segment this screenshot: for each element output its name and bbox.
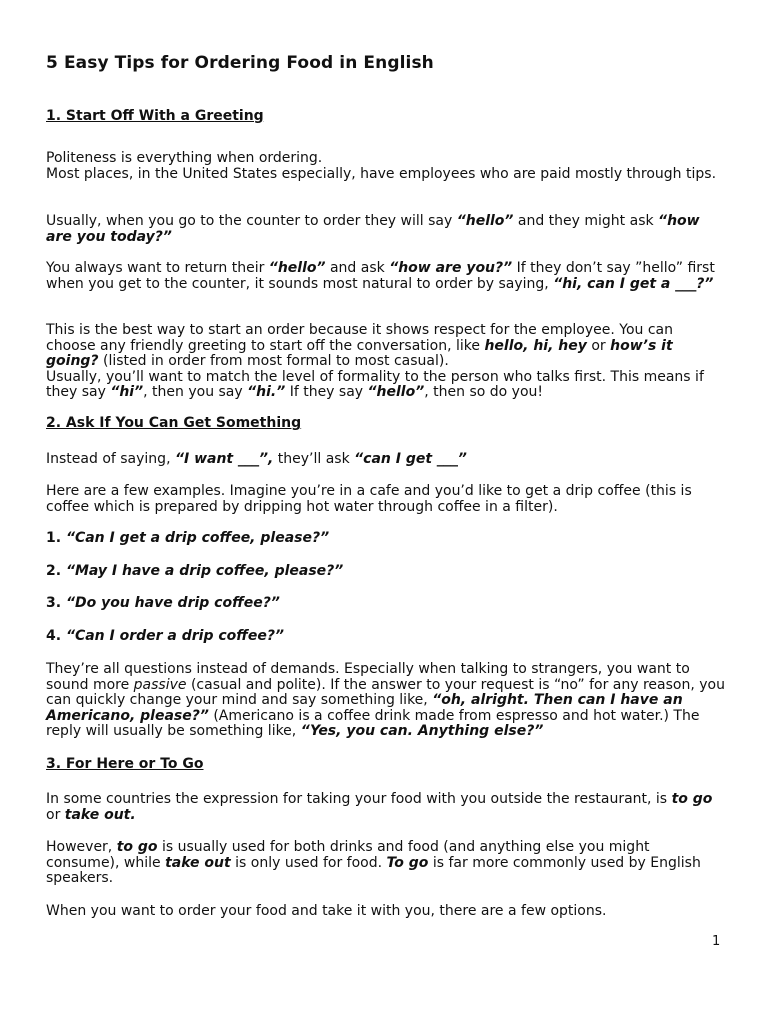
- text: Instead of saying,: [46, 451, 175, 467]
- section-1-paragraph-3: [46, 261, 726, 292]
- text: However,: [46, 839, 117, 855]
- emphasis: take out.: [64, 806, 136, 823]
- emphasis: hello, hi, hey: [484, 337, 587, 354]
- section-2-paragraph-1: [46, 452, 726, 468]
- section-2-heading: 2. Ask If You Can Get Something: [46, 415, 302, 431]
- example-text: “May I have a drip coffee, please?”: [65, 563, 344, 579]
- example-4: [46, 629, 726, 645]
- text: (casual and polite). If the answer to your request is “no” for any reason, you can quickly change your mind and say something like,: [46, 676, 725, 708]
- text: If they say: [285, 384, 368, 400]
- text: they’ll ask: [273, 451, 355, 467]
- emphasis: how’s it going?: [46, 337, 673, 369]
- text: In some countries the expression for taking your food with you outside the restaurant, is: [46, 791, 672, 807]
- emphasis: “hello”: [268, 260, 326, 276]
- text: or: [586, 337, 611, 354]
- page-number: 1: [712, 934, 721, 949]
- example-text: “Can I get a drip coffee, please?”: [65, 530, 330, 546]
- document-title: 5 Easy Tips for Ordering Food in English: [46, 53, 434, 73]
- example-number: 2.: [46, 563, 66, 579]
- section-1-paragraph-1: [46, 151, 726, 182]
- emphasis: “hello”: [367, 384, 425, 400]
- text: You always want to return their: [46, 260, 269, 276]
- section-3-heading: 3. For Here or To Go: [46, 756, 204, 772]
- emphasis: “Yes, you can. Anything else?”: [300, 723, 544, 739]
- example-number: 4.: [46, 628, 66, 644]
- text: (Americano is a coffee drink made from espresso and hot water.) The reply will usually be something like,: [46, 707, 700, 739]
- example-number: 3.: [46, 595, 66, 611]
- text: Usually, when you go to the counter to order they will say: [46, 213, 457, 229]
- text: They’re all questions instead of demands. Especially when talking to strangers, you want to sound more: [46, 661, 690, 693]
- section-1-paragraph-2: [46, 214, 726, 245]
- section-2-paragraph-3: [46, 662, 726, 740]
- emphasis: “how are you today?”: [46, 213, 700, 245]
- example-2: [46, 564, 726, 580]
- emphasis: passive: [133, 676, 187, 693]
- text: is usually used for both drinks and food (and anything else you might consume), while: [46, 839, 650, 871]
- emphasis: “how are you?”: [389, 260, 513, 276]
- section-3-paragraph-1: [46, 792, 726, 823]
- example-3: [46, 596, 726, 612]
- text: is far more commonly used by English speakers.: [46, 854, 701, 886]
- text: is only used for food.: [230, 854, 387, 871]
- section-2-paragraph-2: Here are a few examples. Imagine you’re in a cafe and you’d like to get a drip coffee (this is coffee which is prepared by dripping hot water through coffee in a filter).: [46, 483, 692, 515]
- text: and ask: [325, 260, 390, 276]
- emphasis: to go: [116, 839, 158, 855]
- text: and they might ask: [513, 213, 659, 229]
- text: , then so do you!: [424, 384, 543, 400]
- emphasis: “hello”: [456, 213, 514, 229]
- text: (listed in order from most formal to most casual).: [98, 353, 449, 369]
- example-text: “Can I order a drip coffee?”: [65, 628, 285, 644]
- example-1: [46, 531, 726, 547]
- emphasis: “hi.”: [247, 384, 286, 400]
- emphasis: take out: [165, 854, 231, 871]
- section-1-heading: 1. Start Off With a Greeting: [46, 108, 264, 124]
- example-text: “Do you have drip coffee?”: [65, 595, 280, 611]
- section-1-paragraph-4: [46, 323, 726, 401]
- text: This is the best way to start an order because it shows respect for the employee. You can choose any friendly greeting to start off the conversation, like: [46, 322, 673, 354]
- text: If they don’t say ”hello” first when you get to the counter, it sounds most natural to order by saying,: [46, 260, 715, 292]
- text: or: [46, 806, 65, 823]
- emphasis: “I want ___”,: [174, 451, 274, 467]
- emphasis: “can I get ___”: [354, 451, 467, 467]
- text: Most places, in the United States especially, have employees who are paid mostly through tips.: [46, 165, 717, 182]
- section-3-paragraph-2: [46, 840, 726, 887]
- emphasis: to go: [671, 791, 713, 807]
- emphasis: To go: [386, 854, 429, 871]
- text: , then you say: [143, 384, 248, 400]
- example-number: 1.: [46, 530, 66, 546]
- emphasis: “hi”: [110, 384, 144, 400]
- emphasis: “oh, alright. Then can I have an Americano, please?”: [46, 692, 683, 724]
- emphasis: “hi, can I get a ___?”: [553, 275, 714, 292]
- text: Politeness is everything when ordering.: [46, 150, 323, 166]
- text: Usually, you’ll want to match the level of formality to the person who talks first. This means if they say: [46, 368, 704, 400]
- section-3-paragraph-3: When you want to order your food and take it with you, there are a few options.: [46, 903, 607, 919]
